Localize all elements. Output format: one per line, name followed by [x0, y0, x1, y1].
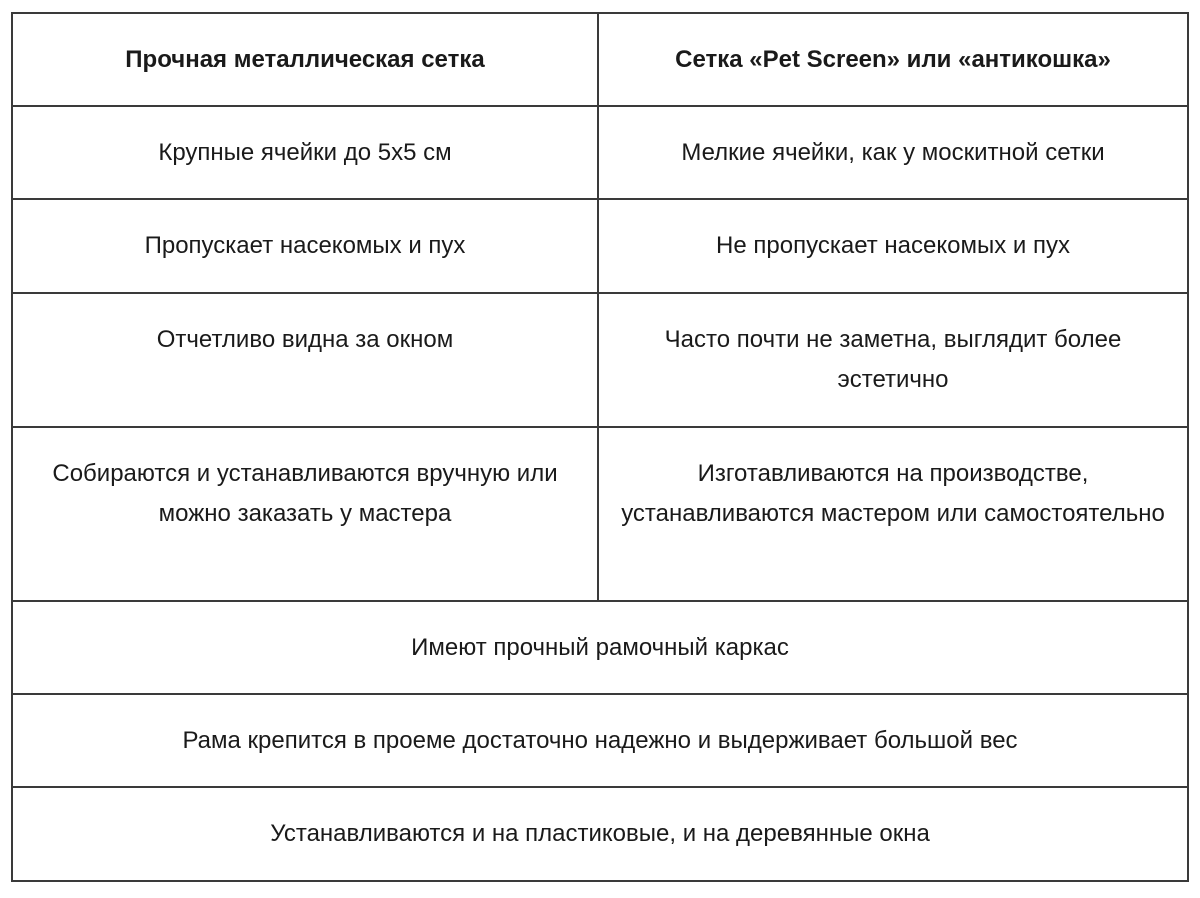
table-cell-shared: Устанавливаются и на пластиковые, и на деревянные окна — [12, 787, 1188, 881]
table-row-shared — [12, 601, 1188, 694]
table-cell-right: Мелкие ячейки, как у москитной сетки — [598, 106, 1188, 199]
table-row-shared — [12, 787, 1188, 881]
table-cell-left: Отчетливо видна за окном — [12, 293, 598, 427]
table-row — [12, 106, 1188, 199]
table-header-row — [12, 13, 1188, 106]
table-cell-left: Крупные ячейки до 5х5 см — [12, 106, 598, 199]
comparison-table — [11, 12, 1189, 882]
table-row — [12, 293, 1188, 427]
table-cell-right: Часто почти не заметна, выглядит более эстетично — [598, 293, 1188, 427]
header-metal-mesh: Прочная металлическая сетка — [12, 13, 598, 106]
table-row — [12, 199, 1188, 293]
table-cell-left: Пропускает насекомых и пух — [12, 199, 598, 293]
table-row — [12, 427, 1188, 601]
table-cell-right: Изготавливаются на производстве, устанавливаются мастером или самостоятельно — [598, 427, 1188, 601]
table-cell-shared: Имеют прочный рамочный каркас — [12, 601, 1188, 694]
table-cell-right: Не пропускает насекомых и пух — [598, 199, 1188, 293]
table-row-shared — [12, 694, 1188, 787]
table-cell-shared: Рама крепится в проеме достаточно надежно и выдерживает большой вес — [12, 694, 1188, 787]
table-cell-left: Собираются и устанавливаются вручную или можно заказать у мастера — [12, 427, 598, 601]
header-pet-screen: Сетка «Pet Screen» или «антикошка» — [598, 13, 1188, 106]
